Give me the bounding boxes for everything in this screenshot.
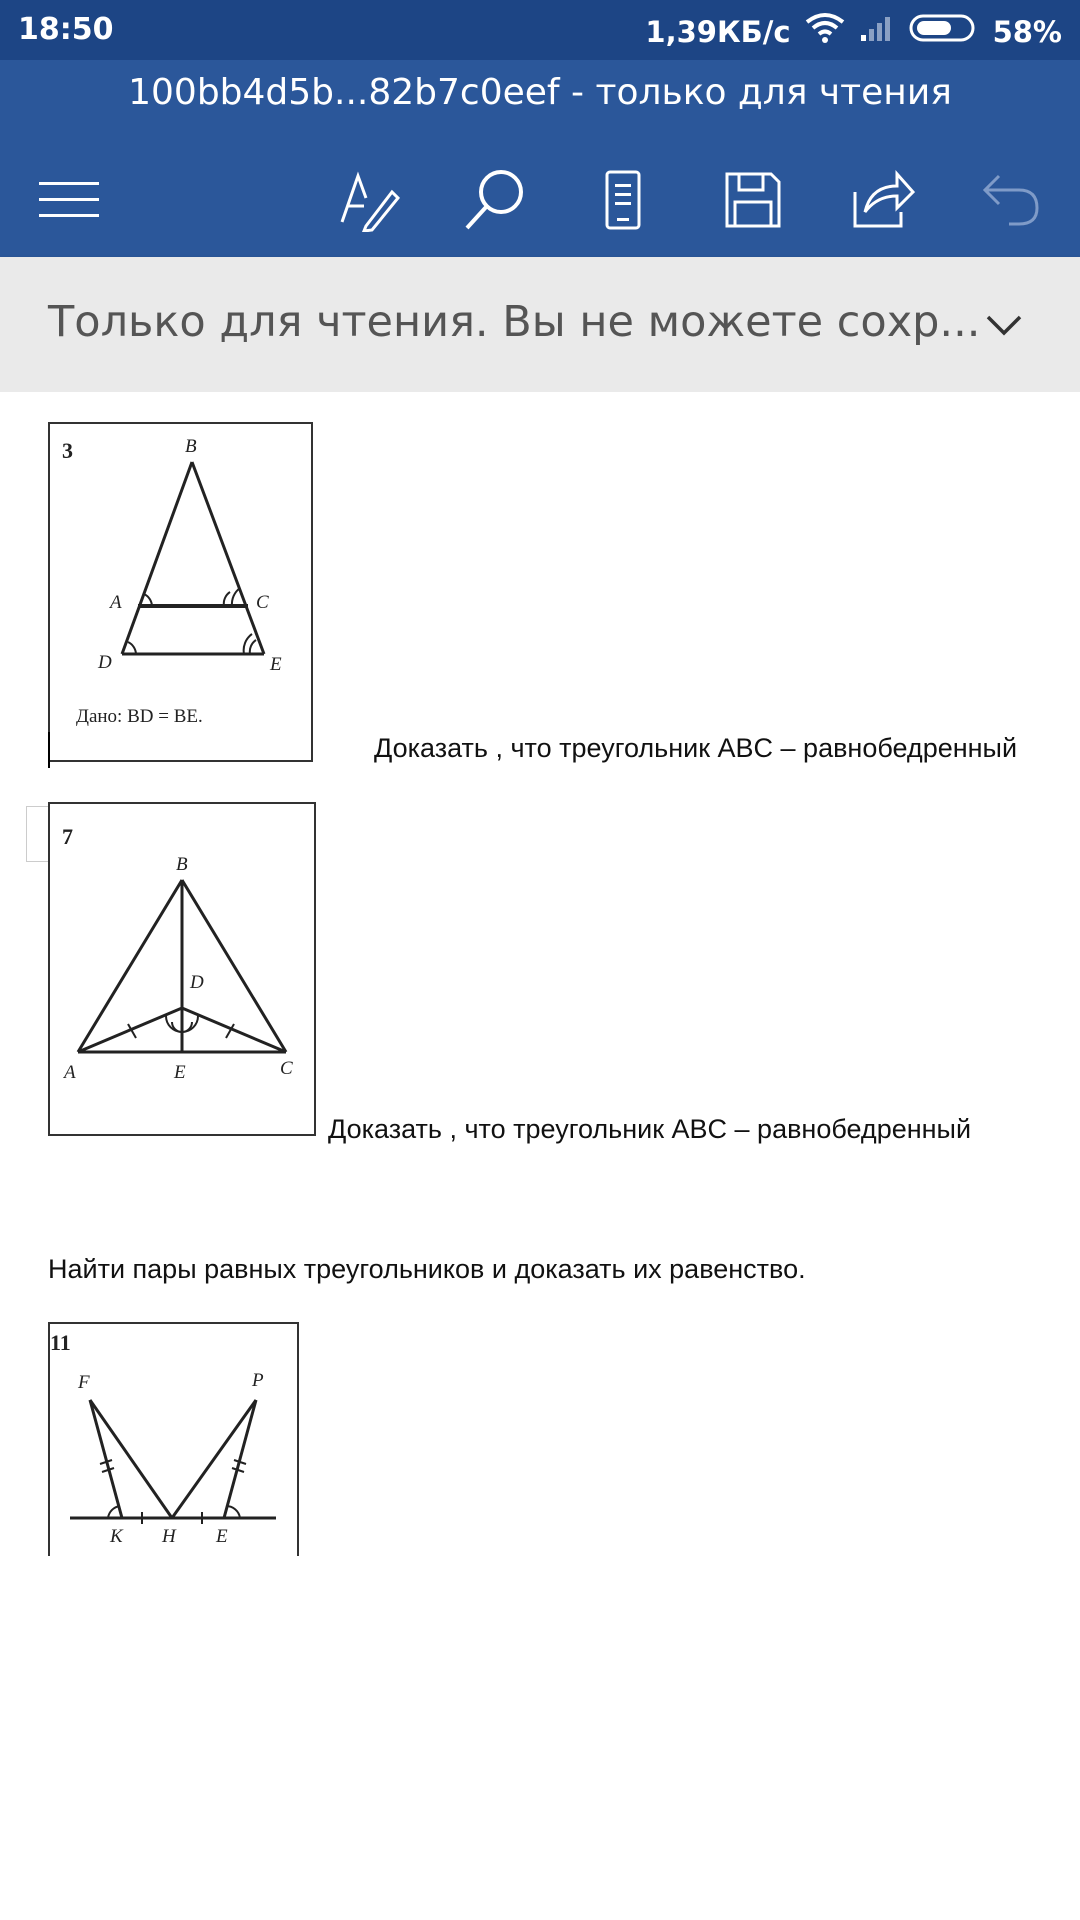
app-bar (0, 60, 1080, 257)
figure2-label-d: D (190, 972, 204, 993)
figure2-label-b: B (176, 854, 188, 875)
edit-pen-icon (336, 168, 400, 232)
paragraph-prove-1: Доказать , что треугольник ABC – равнобедренный (374, 733, 1018, 763)
menu-icon (37, 180, 101, 220)
figure1-number: 3 (62, 438, 73, 463)
figure2-label-e: E (174, 1062, 186, 1083)
save-button[interactable] (708, 155, 798, 245)
figure3-label-e: E (216, 1526, 228, 1547)
search-icon (463, 168, 527, 232)
mobile-view-button[interactable] (578, 155, 668, 245)
network-speed: 1,39КБ/с (645, 14, 791, 49)
chevron-down-icon[interactable] (974, 295, 1034, 355)
figure-3-triangle (48, 422, 313, 764)
figure3-label-p: P (252, 1370, 264, 1391)
read-only-banner[interactable] (0, 257, 1080, 392)
figure2-label-a: A (64, 1062, 76, 1083)
figure2-number: 7 (62, 824, 73, 849)
figure1-given: Дано: BD = BE. (76, 706, 203, 727)
undo-button[interactable] (966, 155, 1056, 245)
share-button[interactable] (838, 155, 928, 245)
figure1-label-d: D (98, 652, 112, 673)
document-title: 100bb4d5b...82b7c0eef - только для чтения (128, 72, 952, 113)
status-right (645, 12, 1062, 51)
status-bar (0, 0, 1080, 60)
save-icon (723, 170, 783, 230)
search-button[interactable] (450, 155, 540, 245)
figure3-label-k: K (110, 1526, 123, 1547)
paragraph-find-pairs: Найти пары равных треугольников и доказать их равенство. (48, 1254, 806, 1284)
wifi-icon (805, 12, 845, 51)
paragraph-prove-2: Доказать , что треугольник ABC – равнобедренный (328, 1114, 972, 1144)
menu-button[interactable] (24, 155, 114, 245)
figure1-label-e: E (270, 654, 282, 675)
mobile-view-icon (601, 168, 645, 232)
figure1-label-a: A (110, 592, 122, 613)
battery-level: 58% (992, 14, 1062, 49)
read-only-message: Только для чтения. Вы не можете сохр... (48, 297, 981, 347)
figure-11-triangles (48, 1322, 300, 1556)
share-icon (851, 168, 915, 232)
undo-icon (981, 170, 1041, 230)
figure-7-triangle (48, 802, 316, 1136)
figure1-label-c: C (256, 592, 269, 613)
figure3-label-h: H (162, 1526, 176, 1547)
figure1-label-b: B (185, 436, 197, 457)
signal-icon (859, 13, 895, 50)
status-time: 18:50 (18, 12, 114, 47)
toolbar (0, 155, 1080, 245)
figure3-number: 11 (50, 1330, 71, 1355)
edit-button[interactable] (323, 155, 413, 245)
battery-icon (909, 13, 979, 50)
text-cursor (48, 732, 50, 768)
figure2-label-c: C (280, 1058, 293, 1079)
figure3-label-f: F (78, 1372, 90, 1393)
